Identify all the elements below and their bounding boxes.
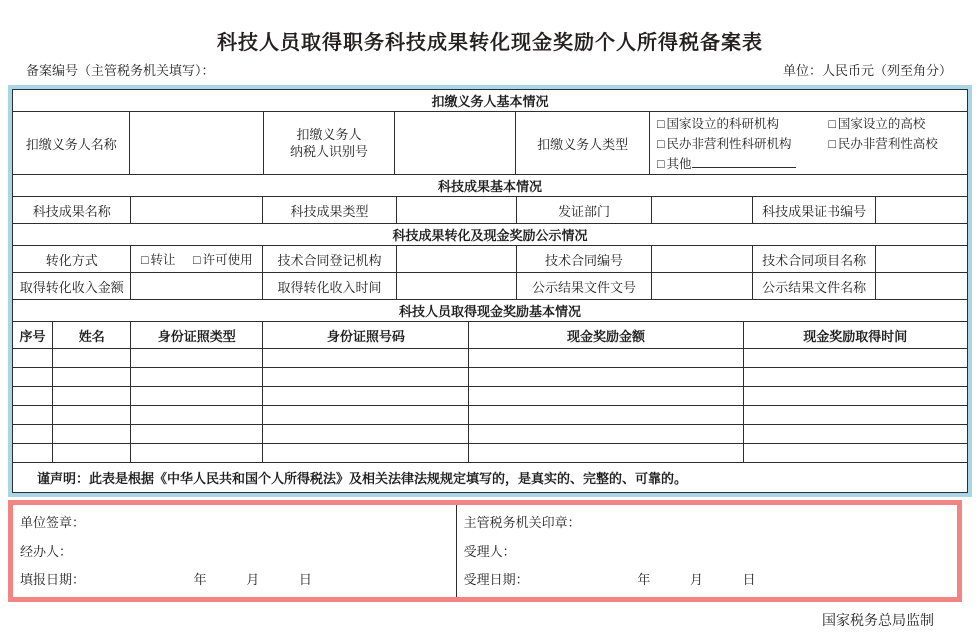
option-private-research-institute <box>657 134 828 152</box>
reward-input-cell[interactable] <box>743 368 967 387</box>
withholding-name-label: 扣缴义务人名称 <box>13 112 130 175</box>
option-label: 国家设立的高校 <box>837 117 926 131</box>
withholding-tin-input-cell[interactable] <box>394 112 515 175</box>
day-label: 日 <box>298 572 312 587</box>
option-label: 转让 <box>150 253 176 267</box>
income-time-input-cell[interactable] <box>396 273 516 300</box>
withholding-name-input-cell[interactable] <box>130 112 264 175</box>
withholding-type-options-cell <box>649 112 967 175</box>
section-header-row <box>13 175 968 197</box>
checkbox-icon[interactable]: □ <box>828 137 836 151</box>
reward-empty-row <box>13 425 968 444</box>
accept-date-row <box>464 569 949 588</box>
option-transfer <box>141 253 176 267</box>
checkbox-icon[interactable]: □ <box>193 253 201 267</box>
reward-input-cell[interactable] <box>743 406 967 425</box>
authority-seal-label: 主管税务机关印章： <box>463 515 581 530</box>
reward-input-cell[interactable] <box>469 349 743 368</box>
reward-input-cell[interactable] <box>743 349 967 368</box>
reward-empty-row <box>13 368 968 387</box>
tax-authority-column <box>457 505 957 597</box>
section-header-row <box>13 90 968 112</box>
doc-name-input-cell[interactable] <box>876 273 968 300</box>
section-header-row <box>13 300 968 322</box>
col-header-name: 姓名 <box>53 322 131 349</box>
reward-input-cell[interactable] <box>13 406 53 425</box>
reward-input-cell[interactable] <box>131 349 263 368</box>
reward-input-cell[interactable] <box>743 387 967 406</box>
filing-number-label: 备案编号（主管税务机关填写）： <box>26 63 215 78</box>
month-label: 月 <box>246 572 260 587</box>
reward-input-cell[interactable] <box>469 368 743 387</box>
col-header-amount: 现金奖励金额 <box>469 322 743 349</box>
unit-seal-label: 单位签章： <box>20 515 86 530</box>
withholding-row <box>13 112 968 175</box>
income-time-label: 取得转化收入时间 <box>263 273 397 300</box>
reward-input-cell[interactable] <box>13 349 53 368</box>
reward-column-header-row <box>13 322 968 349</box>
issuer-input-cell[interactable] <box>651 197 752 224</box>
reward-input-cell[interactable] <box>53 349 131 368</box>
cert-no-input-cell[interactable] <box>876 197 968 224</box>
contract-no-input-cell[interactable] <box>651 246 752 273</box>
reward-empty-row <box>13 349 968 368</box>
fill-date-label: 填报日期： <box>20 572 86 587</box>
checkbox-icon[interactable]: □ <box>656 137 665 151</box>
filer-sign-column <box>13 505 457 597</box>
doc-no-input-cell[interactable] <box>651 273 752 300</box>
option-label: 民办非营利性科研机构 <box>666 137 792 151</box>
reward-input-cell[interactable] <box>53 425 131 444</box>
meta-row <box>0 57 980 85</box>
month-label: 月 <box>689 572 703 587</box>
project-name-label: 技术合同项目名称 <box>753 246 876 273</box>
transform-row-1 <box>13 246 968 273</box>
achievement-row <box>13 197 968 224</box>
option-state-research-institute <box>657 114 828 132</box>
page-title: 科技人员取得职务科技成果转化现金奖励个人所得税备案表 <box>217 32 763 54</box>
reward-input-cell[interactable] <box>263 387 469 406</box>
achievement-type-label: 科技成果类型 <box>263 197 397 224</box>
option-label: 其他 <box>666 157 692 171</box>
issuer-note: 国家税务总局监制 <box>822 612 934 628</box>
withholding-section-header: 扣缴义务人基本情况 <box>13 90 968 112</box>
registry-input-cell[interactable] <box>396 246 516 273</box>
doc-name-label: 公示结果文件名称 <box>753 273 876 300</box>
option-label: 民办非营利性高校 <box>837 137 938 151</box>
reward-input-cell[interactable] <box>131 406 263 425</box>
main-form-table <box>8 85 972 497</box>
reward-input-cell[interactable] <box>131 368 263 387</box>
reward-empty-row <box>13 406 968 425</box>
reward-input-cell[interactable] <box>469 444 743 463</box>
checkbox-icon[interactable]: □ <box>828 117 836 131</box>
transform-section-header: 科技成果转化及现金奖励公示情况 <box>13 224 968 246</box>
transform-row-2 <box>13 273 968 300</box>
project-name-input-cell[interactable] <box>876 246 968 273</box>
reward-empty-row <box>13 387 968 406</box>
reward-input-cell[interactable] <box>131 387 263 406</box>
col-header-id-number: 身份证照号码 <box>263 322 469 349</box>
currency-unit-label: 单位：人民币元（列至角分） <box>782 63 952 78</box>
withholding-tin-label <box>264 112 395 175</box>
reward-input-cell[interactable] <box>13 387 53 406</box>
income-amount-label: 取得转化收入金额 <box>13 273 131 300</box>
contract-no-label: 技术合同编号 <box>517 246 652 273</box>
checkbox-icon[interactable]: □ <box>140 253 149 267</box>
withholding-type-label: 扣缴义务人类型 <box>516 112 650 175</box>
reward-input-cell[interactable] <box>13 444 53 463</box>
achievement-section <box>12 174 968 300</box>
checkbox-icon[interactable]: □ <box>656 117 665 131</box>
achievement-type-input-cell[interactable] <box>396 197 516 224</box>
reward-input-cell[interactable] <box>53 444 131 463</box>
year-label: 年 <box>637 572 651 587</box>
reward-input-cell[interactable] <box>53 368 131 387</box>
registry-label: 技术合同登记机构 <box>263 246 397 273</box>
tax-form-page <box>0 26 980 630</box>
option-label: 国家设立的科研机构 <box>666 117 780 131</box>
reward-input-cell[interactable] <box>743 444 967 463</box>
reward-input-cell[interactable] <box>263 368 469 387</box>
method-options-cell <box>131 246 263 273</box>
doc-no-label: 公示结果文件文号 <box>517 273 652 300</box>
declaration-text: 谨声明：此表是根据《中华人民共和国个人所得税法》及相关法律法规规定填写的，是真实的、完整的、可靠的。 <box>13 463 968 493</box>
withholding-section <box>12 89 968 175</box>
reward-input-cell[interactable] <box>263 349 469 368</box>
checkbox-icon[interactable]: □ <box>656 157 665 171</box>
reward-input-cell[interactable] <box>131 444 263 463</box>
accept-date-label: 受理日期： <box>463 572 529 587</box>
reward-section-header: 科技人员取得现金奖励基本情况 <box>13 300 968 322</box>
col-header-id-type: 身份证照类型 <box>131 322 263 349</box>
achievement-name-label: 科技成果名称 <box>13 197 131 224</box>
achievement-section-header: 科技成果基本情况 <box>13 175 968 197</box>
fill-date-row <box>20 569 448 588</box>
reward-empty-row <box>13 444 968 463</box>
option-label: 许可使用 <box>202 253 253 267</box>
reward-input-cell[interactable] <box>263 425 469 444</box>
section-header-row <box>13 224 968 246</box>
reward-input-cell[interactable] <box>13 425 53 444</box>
cert-no-label: 科技成果证书编号 <box>753 197 876 224</box>
year-label: 年 <box>193 572 207 587</box>
day-label: 日 <box>742 572 756 587</box>
issuer-label: 发证部门 <box>517 197 652 224</box>
reward-section <box>12 299 968 493</box>
option-private-university <box>828 134 963 152</box>
reward-empty-rows <box>13 349 968 463</box>
signature-section <box>8 500 962 602</box>
reward-input-cell[interactable] <box>131 425 263 444</box>
reward-input-cell[interactable] <box>743 425 967 444</box>
reward-input-cell[interactable] <box>53 406 131 425</box>
reward-input-cell[interactable] <box>53 387 131 406</box>
achievement-name-input-cell[interactable] <box>131 197 263 224</box>
reward-input-cell[interactable] <box>13 368 53 387</box>
reward-input-cell[interactable] <box>263 444 469 463</box>
col-header-time: 现金奖励取得时间 <box>743 322 967 349</box>
tin-label-line1: 扣缴义务人 <box>296 127 362 142</box>
option-other <box>657 154 828 172</box>
col-header-index: 序号 <box>13 322 53 349</box>
reward-input-cell[interactable] <box>263 406 469 425</box>
option-state-university <box>828 114 963 132</box>
reward-input-cell[interactable] <box>469 406 743 425</box>
acceptor-label: 受理人： <box>463 543 516 559</box>
declaration-row <box>13 463 968 493</box>
income-amount-input-cell[interactable] <box>131 273 263 300</box>
option-license <box>193 253 253 267</box>
reward-input-cell[interactable] <box>469 425 743 444</box>
handler-label: 经办人： <box>20 543 73 559</box>
other-fill-line[interactable] <box>692 156 796 168</box>
tin-label-line2: 纳税人识别号 <box>290 144 369 159</box>
reward-input-cell[interactable] <box>469 387 743 406</box>
method-label: 转化方式 <box>13 246 131 273</box>
